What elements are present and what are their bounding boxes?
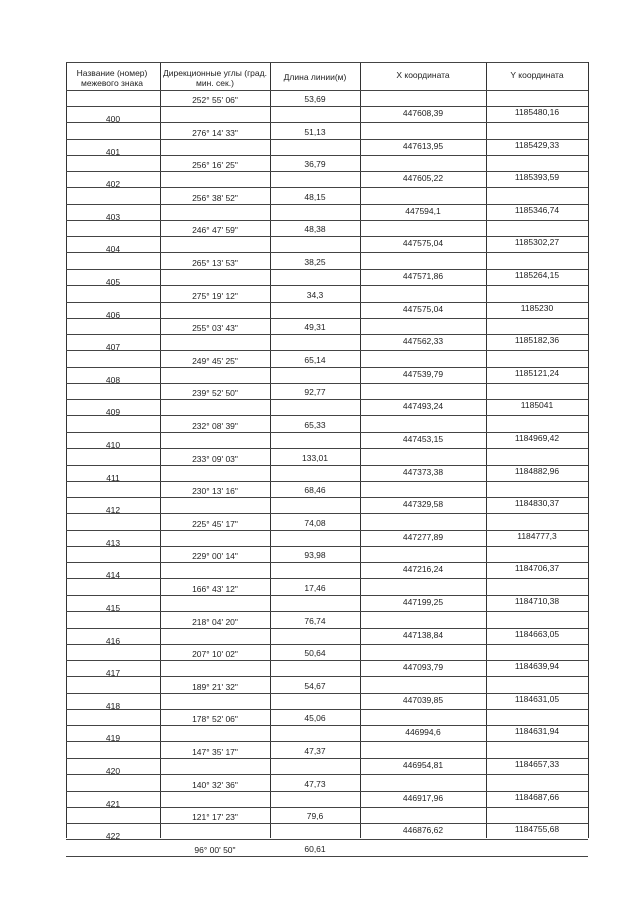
segment-angle: 96° 00' 50" (194, 844, 236, 855)
point-name: 418 (105, 700, 121, 711)
point-name: 408 (105, 374, 121, 385)
segment-angle: 147° 35' 17" (192, 747, 238, 757)
segment-angle: 256° 16' 25" (192, 160, 238, 171)
segment-angle: 249° 45' 25" (192, 355, 238, 366)
grid-vline (588, 62, 589, 838)
point-y: 1184777,3 (517, 530, 557, 541)
point-x: 447562,33 (402, 336, 444, 347)
segment-length: 93,98 (304, 550, 326, 561)
point-y: 1184663,05 (514, 628, 560, 639)
point-y: 1185393,59 (514, 172, 560, 183)
segment-length: 60,61 (304, 843, 326, 854)
point-y: 1185264,15 (514, 270, 560, 280)
point-name: 400 (105, 114, 121, 124)
segment-angle: 232° 08' 39" (192, 421, 238, 431)
point-name: 406 (105, 309, 121, 320)
point-y: 1185346,74 (514, 204, 560, 215)
point-x: 447277,89 (402, 531, 444, 542)
point-x: 447605,22 (402, 173, 444, 184)
point-name: 409 (105, 407, 121, 418)
point-name: 421 (105, 798, 121, 809)
segment-length: 54,67 (304, 680, 326, 691)
point-y: 1185429,33 (514, 139, 560, 150)
point-x: 447138,84 (402, 629, 444, 640)
point-name: 402 (105, 179, 121, 190)
header-name: Название (номер) межевого знака (76, 68, 148, 88)
point-name: 419 (105, 733, 121, 744)
segment-length: 79,6 (306, 811, 324, 822)
point-x: 447613,95 (402, 140, 444, 151)
point-name: 401 (105, 146, 121, 157)
point-x: 447216,24 (402, 564, 444, 575)
segment-length: 76,74 (304, 615, 326, 626)
segment-angle: 255° 03' 43" (192, 323, 238, 334)
segment-length: 48,15 (304, 191, 326, 202)
point-x: 447493,24 (402, 401, 444, 412)
point-x: 447093,79 (402, 662, 444, 673)
point-name: 407 (105, 342, 121, 353)
point-name: 412 (105, 505, 121, 516)
point-name: 404 (105, 244, 121, 255)
segment-length: 51,13 (304, 126, 326, 137)
point-x: 447329,58 (402, 499, 444, 510)
header-angle: Дирекционные углы (град. мин. сек.) (163, 68, 267, 88)
point-x: 447575,04 (402, 238, 444, 249)
segment-length: 133,01 (302, 452, 328, 463)
segment-angle: 256° 38' 52" (192, 192, 238, 203)
segment-angle: 207° 10' 02" (192, 649, 238, 660)
point-name: 420 (105, 766, 121, 776)
segment-angle: 178° 52' 06" (192, 714, 238, 725)
point-name: 413 (105, 537, 121, 548)
grid-hline (66, 62, 588, 63)
point-name: 422 (105, 831, 121, 842)
segment-length: 47,73 (304, 778, 326, 789)
point-name: 414 (105, 570, 121, 581)
point-x: 447608,39 (402, 108, 444, 118)
point-x: 447575,04 (402, 303, 444, 314)
point-y: 1184710,38 (514, 596, 560, 606)
point-x: 447594,1 (405, 205, 441, 216)
point-y: 1184657,33 (514, 759, 560, 769)
segment-angle: 276° 14' 33" (192, 127, 238, 138)
point-name: 405 (105, 277, 121, 287)
segment-angle: 140° 32' 36" (192, 779, 238, 790)
segment-angle: 166° 43' 12" (192, 584, 238, 594)
point-y: 1184882,96 (514, 465, 560, 476)
segment-angle: 218° 04' 20" (192, 616, 238, 627)
point-name: 411 (106, 472, 120, 483)
point-x: 447373,38 (402, 466, 444, 477)
point-y: 1184687,66 (514, 791, 560, 802)
point-y: 1185302,27 (514, 237, 560, 248)
segment-length: 36,79 (304, 159, 326, 170)
point-y: 1184631,94 (514, 726, 560, 737)
segment-angle: 230° 13' 16" (192, 486, 238, 497)
segment-length: 53,69 (304, 94, 326, 104)
header-y: Y координата (510, 70, 564, 80)
point-name: 416 (105, 635, 121, 646)
grid-hline (66, 856, 588, 857)
segment-length: 65,14 (304, 354, 326, 365)
point-x: 447539,79 (402, 368, 444, 379)
point-name: 415 (105, 603, 121, 613)
segment-length: 45,06 (304, 713, 326, 724)
point-y: 1184639,94 (514, 661, 560, 672)
segment-length: 92,77 (304, 387, 326, 398)
segment-length: 65,33 (304, 420, 326, 430)
point-y: 1184631,05 (514, 693, 560, 704)
point-y: 1184755,68 (514, 824, 560, 835)
point-y: 1185480,16 (514, 107, 560, 117)
point-x: 447039,85 (402, 694, 444, 705)
header-x: X координата (396, 70, 450, 80)
point-y: 1184830,37 (514, 498, 560, 509)
point-y: 1185230 (520, 302, 554, 313)
point-x: 446876,62 (402, 825, 444, 836)
point-x: 446917,96 (402, 792, 444, 803)
segment-angle: 246° 47' 59" (192, 225, 238, 236)
segment-angle: 189° 21' 32" (192, 681, 238, 692)
point-name: 403 (105, 211, 121, 222)
header-length: Длина линии(м) (283, 72, 347, 82)
segment-angle: 225° 45' 17" (192, 518, 238, 529)
segment-length: 17,46 (304, 583, 326, 593)
point-y: 1185041 (520, 400, 554, 411)
segment-angle: 265° 13' 53" (192, 258, 238, 268)
point-x: 447453,15 (402, 434, 444, 444)
point-y: 1185182,36 (514, 335, 560, 346)
point-name: 410 (105, 440, 121, 450)
grid-hline (66, 90, 588, 91)
segment-angle: 121° 17' 23" (192, 812, 238, 823)
point-y: 1184969,42 (514, 433, 560, 443)
segment-length: 49,31 (304, 322, 326, 333)
point-y: 1185121,24 (514, 367, 560, 378)
point-y: 1184706,37 (514, 563, 560, 574)
point-x: 446954,81 (402, 760, 444, 770)
point-x: 447199,25 (402, 597, 444, 607)
segment-angle: 275° 19' 12" (192, 290, 238, 301)
segment-length: 74,08 (304, 517, 326, 528)
segment-length: 50,64 (304, 648, 326, 659)
segment-length: 48,38 (304, 224, 326, 235)
segment-angle: 233° 09' 03" (192, 453, 238, 464)
point-x: 447571,86 (402, 271, 444, 281)
segment-length: 47,37 (304, 746, 326, 756)
segment-angle: 239° 52' 50" (192, 388, 238, 399)
point-name: 417 (105, 668, 121, 679)
segment-length: 34,3 (306, 289, 324, 300)
segment-angle: 252° 55' 06" (192, 95, 238, 105)
segment-angle: 229° 00' 14" (192, 551, 238, 562)
point-x: 446994,6 (405, 727, 441, 738)
segment-length: 38,25 (304, 257, 326, 267)
segment-length: 68,46 (304, 485, 326, 496)
